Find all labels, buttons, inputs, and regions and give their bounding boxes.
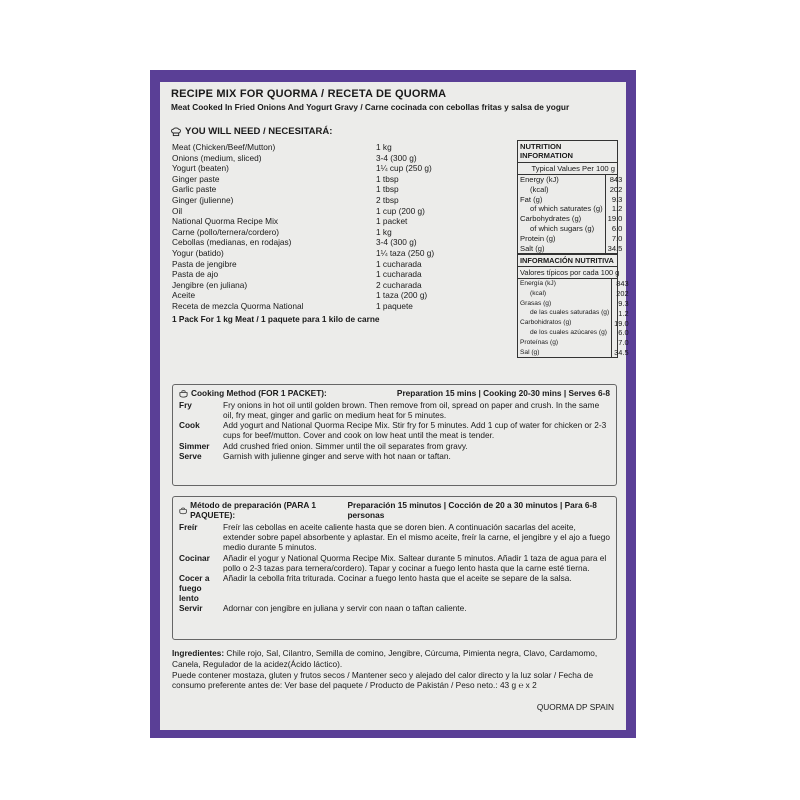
nutrition-label: of which sugars (g) (530, 224, 595, 233)
nutrition-heading-es: INFORMACIÓN NUTRITIVA (518, 255, 617, 267)
nutrition-row (518, 194, 624, 204)
nutrition-label: of which saturates (g) (530, 204, 603, 214)
cooking-pot-icon (179, 506, 187, 515)
nutrition-value: 34.5 (605, 243, 624, 253)
nutrition-row (518, 308, 631, 318)
nutrition-table-en (517, 140, 623, 254)
package-back-panel (160, 82, 629, 730)
nutrition-row (518, 289, 631, 299)
ingredient-row (172, 259, 502, 270)
method-step-text: Fry onions in hot oil until golden brown. Then remove from oil, spread on paper and crush. In the same oil, fry meat, ginger and garlic on medium heat for 5 minutes. (223, 400, 600, 421)
nutrition-label: Proteínas (g) (520, 338, 559, 346)
method-title-es: Método de preparación (PARA 1 PAQUETE): (190, 500, 317, 521)
nutrition-label: Protein (g) (520, 233, 556, 243)
nutrition-value: 1.2 (612, 308, 631, 318)
method-step (173, 573, 616, 603)
ingredient-name: Receta de mezcla Quorma National (172, 300, 304, 311)
ingredient-qty: 1 cucharada (376, 269, 422, 280)
ingredient-row (172, 153, 502, 164)
nutrition-row (518, 234, 624, 244)
ingredient-name: National Quorma Recipe Mix (172, 216, 279, 227)
ingredient-row (172, 290, 502, 301)
nutrition-value: 6.0 (612, 328, 631, 338)
cooking-method-en (172, 384, 617, 486)
nutrition-value: 9.3 (612, 299, 631, 309)
method-step-text: Añadir la cebolla frita triturada. Cocinar a fuego lento hasta que el aceite se separe de la salsa. (223, 572, 572, 583)
method-step-text: Garnish with julienne ginger and serve with hot naan or taftan. (223, 450, 451, 461)
ingredient-name: Garlic paste (172, 184, 217, 195)
nutrition-label: (kcal) (530, 184, 549, 194)
method-step-label: Servir (179, 603, 203, 614)
nutrition-row (518, 214, 624, 224)
ingredient-qty: 1 taza (200 g) (376, 290, 428, 301)
ingredient-qty: 1 tbsp (376, 184, 399, 195)
recipe-subtitle: Meat Cooked In Fried Onions And Yogurt Gravy / Carne cocinada con cebollas fritas y salsa de yogur (171, 102, 570, 112)
ingredient-list (172, 142, 502, 324)
method-timing-en: Preparation 15 mins | Cooking 20-30 mins | Serves 6-8 (396, 388, 610, 398)
nutrition-label: (kcal) (530, 289, 547, 297)
nutrition-label: Salt (g) (520, 243, 545, 253)
nutrition-row (518, 175, 624, 185)
ingredient-row (172, 195, 502, 206)
nutrition-value: 843 (605, 175, 624, 185)
ingredient-row (172, 227, 502, 238)
method-step-text: Add yogurt and National Quorma Recipe Mix. Stir fry for 5 minutes. Add 1 cup of water for chicken or 2-3 cups for beef/mutton. Cover and cook on low heat until the meat is tender. (223, 420, 607, 441)
ingredient-row (172, 301, 502, 312)
method-step (173, 553, 616, 573)
ingredient-qty: 1 kg (376, 226, 392, 237)
ingredient-name: Pasta de jengibre (172, 258, 237, 269)
nutrition-label: Grasas (g) (520, 299, 552, 307)
ingredient-qty: 1¼ taza (250 g) (376, 247, 435, 258)
method-step-text: Añadir el yogur y National Quorma Recipe Mix. Saltear durante 5 minutos. Añadir 1 taza de agua para el pollo o 2-3 tazas para ternera/cordero). Tapar y cocinar a fuego lento hasta que la carne esté tierna. (223, 552, 607, 573)
nutrition-row (518, 243, 624, 253)
ingredient-row (172, 280, 502, 291)
method-step-label: Cook (179, 420, 200, 431)
ingredient-row (172, 269, 502, 280)
method-step-label: Freír (179, 522, 198, 533)
nutrition-label: de los cuales azúcares (g) (530, 328, 607, 336)
ingredient-name: Oil (172, 205, 183, 216)
ingredient-name: Yogurt (beaten) (172, 163, 229, 174)
ingredient-qty: 1 cup (200 g) (376, 205, 425, 216)
ingredient-qty: 3-4 (300 g) (376, 237, 417, 248)
nutrition-label: de las cuales saturadas (g) (530, 309, 610, 317)
method-step-label: Fry (179, 400, 192, 411)
ingredient-row (172, 206, 502, 217)
nutrition-row (518, 279, 631, 289)
nutrition-label: Energía (kJ) (520, 279, 556, 287)
nutrition-value: 7.0 (612, 338, 631, 348)
ingredient-row (172, 174, 502, 185)
ingredient-row (172, 237, 502, 248)
nutrition-row (518, 224, 624, 234)
pack-note: 1 Pack For 1 kg Meat / 1 paquete para 1 kilo de carne (172, 313, 380, 324)
ingredients-label: Ingredientes: (172, 648, 225, 658)
allergen-storage-text: Puede contener mostaza, gluten y frutos secos / Mantener seco y alejado del calor directo y la luz solar / Fecha de consumo preferente antes de: Ver base del paquete / Producto de Pakistán / Peso neto.: 43 g ℮ x 2 (172, 669, 594, 691)
method-step-label: Cocinar (179, 552, 210, 563)
ingredient-name: Yogur (batido) (172, 247, 224, 258)
method-step (173, 603, 616, 613)
ingredient-qty: 1 paquete (376, 300, 413, 311)
method-step (173, 420, 616, 440)
method-step-text: Freír las cebollas en aceite caliente hasta que se doren bien. A continuación sacarlas del aceite, extender sobre papel absorbente y aplastar. En el mismo aceite, freír la carne, el jengibre y el ajo a fuego medio durante 5 minutos. (223, 522, 610, 553)
ingredient-qty: 1 tbsp (376, 173, 399, 184)
method-step-text: Adornar con jengibre en juliana y servir con naan o taftan caliente. (223, 603, 467, 614)
ingredient-name: Cebollas (medianas, en rodajas) (172, 237, 292, 248)
nutrition-value: 19.0 (605, 214, 624, 224)
nutrition-heading: NUTRITION INFORMATION (518, 141, 617, 163)
nutrition-table-es (517, 254, 629, 358)
method-step-label: Serve (179, 450, 202, 461)
method-step (173, 400, 616, 420)
ingredient-row (172, 142, 502, 153)
nutrition-value: 9.3 (605, 194, 624, 204)
nutrition-label: Fat (g) (520, 194, 543, 204)
nutrition-value: 202 (612, 289, 631, 299)
method-timing-es: Preparación 15 minutos | Cocción de 20 a 30 minutos | Para 6-8 personas (347, 500, 597, 521)
ingredient-row (172, 248, 502, 259)
method-step-label: Simmer (179, 440, 210, 451)
ingredient-name: Meat (Chicken/Beef/Mutton) (172, 142, 276, 152)
ingredient-name: Ginger paste (172, 173, 220, 184)
method-step (173, 441, 616, 451)
ingredient-qty: 2 tbsp (376, 194, 399, 205)
ingredient-qty: 2 cucharada (376, 279, 422, 290)
method-step-label: Cocer a fuego lento (179, 572, 210, 603)
method-step (173, 451, 616, 461)
cooking-pot-icon (179, 389, 188, 398)
nutrition-label: Carbohydrates (g) (520, 214, 582, 224)
recipe-title: RECIPE MIX FOR QUORMA / RECETA DE QUORMA (171, 88, 447, 100)
ingredient-name: Ginger (julienne) (172, 194, 234, 205)
you-will-need-heading (171, 126, 332, 138)
nutrition-value: 7.0 (605, 234, 624, 244)
ingredient-row (172, 163, 502, 174)
ingredient-qty: 1¼ cup (250 g) (376, 163, 432, 174)
cooking-method-es (172, 496, 617, 640)
nutrition-label: Sal (g) (520, 348, 540, 356)
nutrition-subheading: Typical Values Per 100 g (518, 163, 617, 175)
nutrition-label: Carbohidratos (g) (520, 319, 572, 327)
nutrition-row (518, 318, 631, 328)
ingredient-name: Jengibre (en juliana) (172, 279, 248, 290)
you-will-need-label: YOU WILL NEED / NECESITARÁ: (185, 126, 333, 137)
ingredient-row (172, 184, 502, 195)
nutrition-label: Energy (kJ) (520, 175, 559, 185)
brand-code: QUORMA DP SPAIN (536, 702, 614, 712)
ingredient-name: Pasta de ajo (172, 269, 219, 280)
nutrition-value: 1.2 (605, 204, 624, 214)
ingredient-name: Aceite (172, 290, 196, 301)
nutrition-row (518, 348, 631, 358)
nutrition-value: 19.0 (612, 318, 631, 328)
method-title-en: Cooking Method (FOR 1 PACKET): (191, 388, 327, 398)
ingredient-qty: 3-4 (300 g) (376, 152, 417, 163)
nutrition-value: 843 (612, 279, 631, 289)
nutrition-row (518, 299, 631, 309)
chef-hat-icon (171, 127, 181, 137)
nutrition-row (518, 204, 624, 214)
nutrition-value: 202 (605, 185, 624, 195)
nutrition-value: 6.0 (605, 224, 624, 234)
ingredient-qty: 1 cucharada (376, 258, 422, 269)
ingredient-name: Onions (medium, sliced) (172, 152, 262, 163)
ingredients-footer (172, 648, 618, 691)
nutrition-row (518, 338, 631, 348)
method-step-text: Add crushed fried onion. Simmer until the oil separates from gravy. (223, 440, 468, 451)
nutrition-value: 34.5 (612, 348, 631, 358)
ingredient-row (172, 216, 502, 227)
nutrition-subheading-es: Valores típicos por cada 100 g (518, 267, 617, 279)
ingredient-name: Carne (pollo/ternera/cordero) (172, 226, 279, 237)
ingredient-qty: 1 kg (376, 142, 392, 152)
nutrition-row (518, 328, 631, 338)
nutrition-row (518, 185, 624, 195)
ingredients-text: Chile rojo, Sal, Cilantro, Semilla de comino, Jengibre, Cúrcuma, Pimienta negra, Clavo, Cardamomo, Canela, Regulador de la acidez(Ácido láctico). (172, 648, 598, 669)
ingredient-qty: 1 packet (376, 216, 408, 227)
method-step (173, 522, 616, 552)
